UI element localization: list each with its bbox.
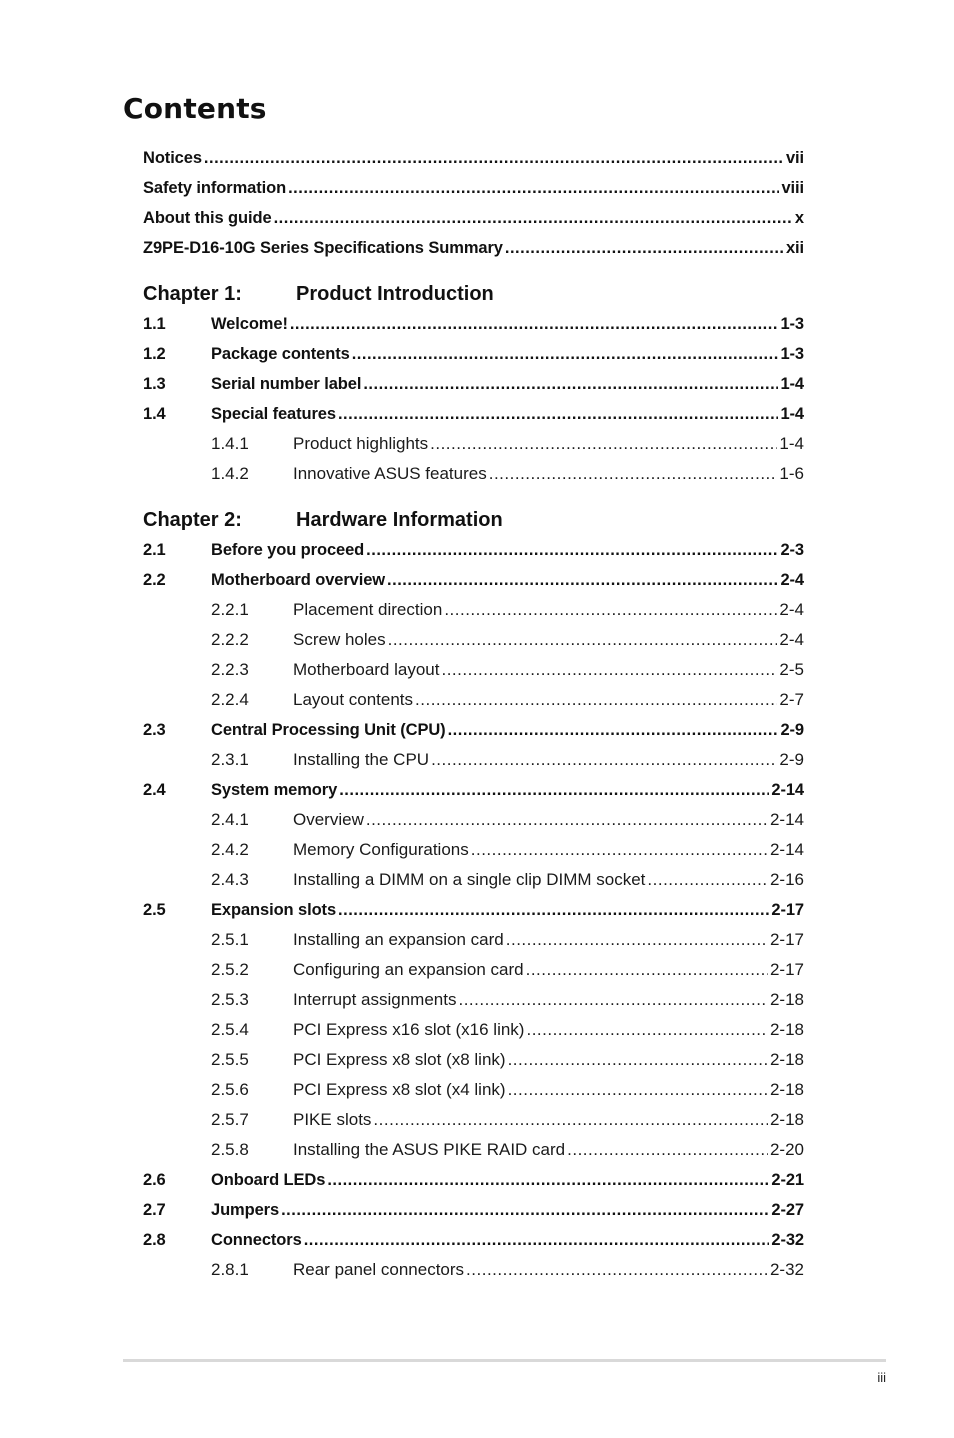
toc-entry-title: Package contents (211, 345, 350, 363)
toc-entry-title: Installing a DIMM on a single clip DIMM socket (293, 870, 646, 889)
toc-entry-page: viii (781, 179, 804, 197)
toc-entry[interactable] (143, 399, 804, 429)
toc-entry-page: 2-3 (780, 541, 804, 559)
dot-leader (366, 805, 768, 835)
toc-entry-title: Memory Configurations (293, 840, 469, 859)
toc-entry-number: 1.4.2 (211, 464, 249, 483)
toc-entry-page: 1-6 (779, 464, 804, 483)
toc-entry-number: 2.2.3 (211, 660, 249, 679)
toc-entry[interactable] (143, 1225, 804, 1255)
toc-entry[interactable] (143, 143, 804, 173)
dot-leader (281, 1195, 769, 1225)
dot-leader (489, 459, 778, 489)
toc-entry[interactable] (143, 1015, 804, 1045)
toc-entry-title: Product highlights (293, 434, 429, 453)
toc-entry-number: 2.4.2 (211, 840, 249, 859)
toc-entry-number: 2.1 (143, 541, 166, 559)
toc-entry-page: 2-17 (769, 960, 804, 979)
toc-entry-number: 2.5.2 (211, 960, 249, 979)
toc-entry-page: 2-9 (780, 721, 804, 739)
toc-entry[interactable] (143, 625, 804, 655)
toc-entry-title: Serial number label (211, 375, 362, 393)
chapter-number: Chapter 1: (143, 283, 242, 305)
toc-entry-title: Onboard LEDs (211, 1171, 326, 1189)
dot-leader (471, 835, 768, 865)
toc-entry-title: Rear panel connectors (293, 1260, 465, 1279)
toc-entry-number: 2.4.3 (211, 870, 249, 889)
toc-entry-title: Configuring an expansion card (293, 960, 524, 979)
dot-leader (441, 655, 777, 685)
dot-leader (373, 1105, 768, 1135)
toc-entry-number: 2.2.4 (211, 690, 249, 709)
dot-leader (431, 745, 777, 775)
toc-entry-page: 1-4 (779, 434, 804, 453)
toc-entry-page: 2-4 (779, 630, 804, 649)
toc-entry-page: 2-27 (771, 1201, 804, 1219)
toc-entry-title: Expansion slots (211, 901, 337, 919)
toc-entry-page: 2-18 (769, 990, 804, 1009)
toc-entry-number: 2.5 (143, 901, 166, 919)
toc-entry[interactable] (143, 775, 804, 805)
toc-entry-page: 2-14 (769, 840, 804, 859)
dot-leader (444, 595, 777, 625)
toc-entry[interactable] (143, 715, 804, 745)
dot-leader (274, 203, 793, 233)
toc-entry[interactable] (143, 1165, 804, 1195)
toc-entry[interactable] (143, 655, 804, 685)
toc-entry-number: 2.3 (143, 721, 166, 739)
toc-entry-number: 2.8 (143, 1231, 166, 1249)
dot-leader (304, 1225, 770, 1255)
footer-page-number: iii (877, 1370, 886, 1385)
toc-entry[interactable] (143, 1195, 804, 1225)
footer-rule (123, 1359, 886, 1362)
dot-leader (352, 339, 779, 369)
toc-entry[interactable] (143, 985, 804, 1015)
toc-entry-title: PCI Express x8 slot (x8 link) (293, 1050, 506, 1069)
dot-leader (526, 955, 768, 985)
dot-leader (506, 925, 768, 955)
toc-entry-title: Motherboard overview (211, 571, 386, 589)
dot-leader (363, 369, 778, 399)
toc-entry-page: 2-7 (779, 690, 804, 709)
dot-leader (458, 985, 768, 1015)
dot-leader (567, 1135, 768, 1165)
table-of-contents (143, 143, 804, 1285)
toc-entry-page: 2-5 (779, 660, 804, 679)
toc-entry-page: vii (785, 149, 804, 167)
toc-entry[interactable] (143, 835, 804, 865)
toc-entry-title: About this guide (143, 209, 272, 227)
chapter-heading[interactable] (143, 505, 804, 535)
toc-entry-page: 2-20 (769, 1140, 804, 1159)
dot-leader (339, 775, 769, 805)
toc-entry-number: 2.8.1 (211, 1260, 249, 1279)
dot-leader (526, 1015, 768, 1045)
toc-entry[interactable] (143, 339, 804, 369)
dot-leader (288, 173, 779, 203)
chapter-number: Chapter 2: (143, 509, 242, 531)
toc-entry-page: 2-4 (779, 600, 804, 619)
toc-entry-page: 2-18 (769, 1110, 804, 1129)
toc-entry[interactable] (143, 1255, 804, 1285)
toc-entry-page: 2-18 (769, 1020, 804, 1039)
toc-entry-title: System memory (211, 781, 338, 799)
toc-entry-number: 2.4.1 (211, 810, 249, 829)
toc-entry-number: 2.5.3 (211, 990, 249, 1009)
chapters-list (143, 279, 804, 1285)
toc-entry-page: 2-14 (771, 781, 804, 799)
toc-entry-page: 2-18 (769, 1080, 804, 1099)
toc-entry-title: PCI Express x16 slot (x16 link) (293, 1020, 525, 1039)
toc-entry-title: Connectors (211, 1231, 302, 1249)
toc-entry-number: 1.4 (143, 405, 166, 423)
toc-entry-title: Before you proceed (211, 541, 365, 559)
toc-entry-page: 2-18 (769, 1050, 804, 1069)
chapter-heading[interactable] (143, 279, 804, 309)
toc-entry-page: 2-32 (769, 1260, 804, 1279)
toc-entry-title: Safety information (143, 179, 287, 197)
toc-entry-number: 2.2.1 (211, 600, 249, 619)
toc-entry-number: 1.2 (143, 345, 166, 363)
toc-entry-number: 2.5.4 (211, 1020, 249, 1039)
toc-entry[interactable] (143, 1105, 804, 1135)
toc-entry-page: 2-14 (769, 810, 804, 829)
dot-leader (508, 1045, 768, 1075)
toc-entry-page: 1-3 (780, 345, 804, 363)
toc-entry-page: 1-3 (780, 315, 804, 333)
toc-entry-number: 2.5.7 (211, 1110, 249, 1129)
toc-entry[interactable] (143, 233, 804, 263)
toc-entry-number: 2.2 (143, 571, 166, 589)
toc-entry-number: 2.5.6 (211, 1080, 249, 1099)
dot-leader (505, 233, 784, 263)
toc-entry[interactable] (143, 685, 804, 715)
toc-entry-number: 2.5.5 (211, 1050, 249, 1069)
chapter-title: Product Introduction (296, 283, 494, 305)
dot-leader (290, 309, 779, 339)
dot-leader (387, 565, 778, 595)
toc-entry-title: Welcome! (211, 315, 288, 333)
toc-entry[interactable] (143, 955, 804, 985)
dot-leader (338, 399, 778, 429)
toc-entry-title: Notices (143, 149, 202, 167)
toc-entry-page: 2-32 (771, 1231, 804, 1249)
dot-leader (338, 895, 769, 925)
toc-entry[interactable] (143, 1075, 804, 1105)
toc-entry-number: 2.4 (143, 781, 166, 799)
toc-entry[interactable] (143, 925, 804, 955)
toc-entry[interactable] (143, 203, 804, 233)
toc-entry[interactable] (143, 865, 804, 895)
dot-leader (327, 1165, 769, 1195)
toc-entry[interactable] (143, 1045, 804, 1075)
toc-entry-title: Special features (211, 405, 336, 423)
toc-entry-title: Placement direction (293, 600, 443, 619)
dot-leader (466, 1255, 768, 1285)
toc-entry-title: Screw holes (293, 630, 386, 649)
dot-leader (430, 429, 777, 459)
toc-entry-page: 1-4 (780, 375, 804, 393)
toc-entry[interactable] (143, 173, 804, 203)
toc-entry-number: 1.1 (143, 315, 166, 333)
toc-entry-title: Z9PE-D16-10G Series Specifications Summary (143, 239, 503, 257)
toc-entry-page: xii (785, 239, 804, 257)
toc-entry-title: Installing an expansion card (293, 930, 504, 949)
toc-entry-page: 2-16 (769, 870, 804, 889)
front-matter-list (143, 143, 804, 263)
toc-entry[interactable] (143, 895, 804, 925)
toc-entry-title: Jumpers (211, 1201, 280, 1219)
dot-leader (647, 865, 768, 895)
toc-entry-number: 2.5.8 (211, 1140, 249, 1159)
toc-entry[interactable] (143, 595, 804, 625)
toc-entry-number: 2.7 (143, 1201, 166, 1219)
dot-leader (448, 715, 779, 745)
toc-entry-page: 2-17 (769, 930, 804, 949)
toc-entry[interactable] (143, 1135, 804, 1165)
dot-leader (366, 535, 778, 565)
toc-entry-title: Interrupt assignments (293, 990, 457, 1009)
toc-entry-title: PCI Express x8 slot (x4 link) (293, 1080, 506, 1099)
toc-entry-page: 1-4 (780, 405, 804, 423)
toc-entry-title: Central Processing Unit (CPU) (211, 721, 446, 739)
toc-entry[interactable] (143, 535, 804, 565)
toc-entry[interactable] (143, 565, 804, 595)
page-title: Contents (123, 92, 267, 125)
toc-entry-page: 2-9 (779, 750, 804, 769)
toc-entry-page: 2-17 (771, 901, 804, 919)
toc-entry[interactable] (143, 745, 804, 775)
toc-entry[interactable] (143, 309, 804, 339)
dot-leader (388, 625, 778, 655)
toc-entry-title: Installing the CPU (293, 750, 430, 769)
toc-entry-title: Installing the ASUS PIKE RAID card (293, 1140, 566, 1159)
toc-entry[interactable] (143, 429, 804, 459)
toc-entry-title: Overview (293, 810, 364, 829)
toc-entry-number: 2.2.2 (211, 630, 249, 649)
toc-entry[interactable] (143, 805, 804, 835)
toc-entry-number: 1.4.1 (211, 434, 249, 453)
toc-entry-title: Motherboard layout (293, 660, 440, 679)
toc-entry[interactable] (143, 369, 804, 399)
dot-leader (415, 685, 777, 715)
chapter-title: Hardware Information (296, 509, 503, 531)
toc-entry-page: 2-21 (771, 1171, 804, 1189)
toc-entry[interactable] (143, 459, 804, 489)
toc-entry-page: 2-4 (780, 571, 804, 589)
toc-entry-page: x (794, 209, 804, 227)
toc-entry-title: PIKE slots (293, 1110, 372, 1129)
toc-entry-number: 2.6 (143, 1171, 166, 1189)
dot-leader (204, 143, 784, 173)
toc-entry-title: Innovative ASUS features (293, 464, 487, 483)
toc-entry-number: 2.3.1 (211, 750, 249, 769)
toc-entry-number: 1.3 (143, 375, 166, 393)
toc-entry-number: 2.5.1 (211, 930, 249, 949)
toc-entry-title: Layout contents (293, 690, 414, 709)
dot-leader (508, 1075, 768, 1105)
